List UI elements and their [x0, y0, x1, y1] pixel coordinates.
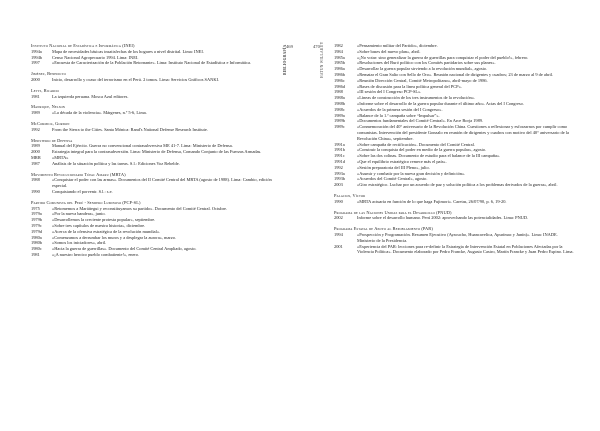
- entry-year: 1992: [334, 164, 343, 170]
- bibliography-section: [31, 71, 288, 83]
- bibliography-section: [334, 43, 574, 188]
- entry-text: «Reunión Dirección Central, Comité Metropolitano», abril-mayo de 1986.: [357, 77, 488, 83]
- bibliography-section: [31, 172, 288, 195]
- entry-text: La izquierda peruana. Mosca Azul editores.: [52, 93, 129, 99]
- entry-text: «Conquistar el poder con las armas». Documentos del II Comité Central del MRTA (agosto de 1988). Lima: Cambio, edición especial.: [52, 177, 272, 189]
- bibliography-section: [31, 104, 288, 116]
- entry-text: «MRTA actuaría en función de lo que haga Fujimori». Caretas, 26/07/90, p. 6, 19-20.: [357, 198, 507, 204]
- entry-text: Informe sobre el desarrollo humano. Perú 2002: aprovechando las potencialidades. Lima: PNUD.: [357, 215, 529, 221]
- entry-text: «III sesión del I Congreso PCP-SL».: [357, 89, 422, 95]
- bibliography-entry: [31, 252, 288, 258]
- entry-text: «La década de la violencia». Márgenes, n.º 5-6, Lima.: [52, 110, 147, 116]
- entry-year: 1991b: [334, 147, 345, 153]
- entry-year: 1992: [31, 126, 40, 132]
- author-heading: Programa Estatal de Apoyo al Repoblamiento (PAR): [334, 226, 433, 232]
- bibliography-entry: [31, 60, 288, 66]
- entry-year: 1988: [334, 89, 343, 95]
- entry-year: 1988c: [334, 106, 345, 112]
- entry-year: 1989b: [334, 118, 345, 124]
- entry-text: «Desarrollar la guerra popular sirviendo a la revolución mundial», agosto.: [357, 66, 488, 72]
- entry-year: 1980c: [31, 246, 42, 252]
- entry-year: 1980a: [31, 234, 42, 240]
- entry-text: Mapa de necesidades básicas insatisfechas de los hogares a nivel distrital. Lima: INEI.: [52, 48, 204, 54]
- entry-text: «Sobre las dos colinas. Documento de estudio para el balance de la III campaña».: [357, 153, 501, 159]
- entry-year: 1989c: [334, 124, 345, 130]
- right-running-head: HATUN WILLAKUY: [320, 41, 324, 78]
- bibliography-section: [334, 193, 574, 205]
- entry-year: 1997: [31, 60, 40, 66]
- entry-text: «Somos los iniciadores», abril.: [52, 240, 107, 246]
- entry-year: 1993b: [334, 176, 345, 182]
- bibliography-section: [31, 200, 288, 258]
- bibliography-entry: [31, 177, 288, 189]
- entry-year: 2002: [334, 215, 343, 221]
- entry-year: 1984: [334, 48, 343, 54]
- bibliography-entry: [334, 215, 574, 221]
- entry-text: Conquistando el porvenir. S.l.: s.e.: [52, 188, 113, 194]
- entry-text: Estrategia integral para la contrasubversión. Lima: Ministerio de Defensa, Comando Conjunto de las Fuerzas Armadas.: [52, 149, 262, 155]
- entry-text: «Conmemoración del 40° aniversario de la Revolución China. Cuestiones a reflexionar y esforzarnos por cumplir como comunistas. Intervención del presidente Gonzalo en reunión de dirigentes y cuadros con motivo del 40° aniversario de la Revolución China», septiembre.: [357, 124, 569, 141]
- entry-year: 2003: [334, 182, 343, 188]
- entry-year: 2000: [31, 76, 40, 82]
- entry-text: «Balance de la 1.ª campaña sobre “Impulsar”».: [357, 112, 440, 118]
- left-running-head: BIBLIOGRAFÍA: [283, 44, 287, 75]
- bibliography-entry: [31, 127, 288, 133]
- entry-year: 1989a: [334, 112, 345, 118]
- bibliography-entry: [334, 199, 574, 205]
- entry-text: From the Sierra to the Cities. Santa Mónica: Rand's National Defense Research Institute.: [52, 126, 208, 132]
- right-page-number: 470: [313, 44, 320, 49]
- bibliography-entry: [334, 124, 574, 141]
- entry-year: 1986c: [334, 77, 345, 83]
- author-heading: Letts, Ricardo: [31, 87, 59, 93]
- bibliography-entry: [31, 110, 288, 116]
- entry-text: «Hacia la guerra de guerrillas». Documento del Comité Central Ampliado, agosto.: [52, 246, 197, 252]
- bibliography-entry: [31, 77, 288, 83]
- bibliography-section: [31, 43, 288, 66]
- entry-year: 1994a: [31, 48, 42, 54]
- entry-year: 1981: [31, 93, 40, 99]
- entry-text: «Sesión preparatoria del III Pleno», julio.: [357, 164, 430, 170]
- bibliography-entry: [31, 189, 288, 195]
- entry-text: «Retomemos a Mariátegui y reconstituyamos su partido». Documento del Comité Central. Octubre.: [52, 205, 228, 211]
- left-page-number: 469: [286, 44, 293, 49]
- entry-text: «Construir la conquista del poder en medio de la guerra popular», agosto.: [357, 147, 487, 153]
- entry-year: 1994b: [31, 54, 42, 60]
- right-page: [300, 0, 600, 431]
- entry-year: 1990: [334, 198, 343, 204]
- entry-text: «Pensamiento militar del Partido», diciembre.: [357, 43, 438, 48]
- entry-year: 1991a: [334, 141, 345, 147]
- entry-text: «Documentos fundamentales del Comité Central». En Arce Borja 1989.: [357, 118, 484, 124]
- entry-text: «Informe sobre el desarrollo de la guerra popular durante el último año». Actas del I Congreso.: [357, 100, 524, 106]
- author-heading: Manrique, Nelson: [31, 104, 66, 110]
- entry-text: Análisis de la situación política y las tareas. S.l.: Ediciones Voz Rebelde.: [52, 160, 180, 166]
- entry-year: 1993a: [334, 170, 345, 176]
- entry-text: «¡No votar: sino generalizar la guerra de guerrillas para conquistar el poder del pueblo!», febrero.: [357, 54, 529, 60]
- entry-text: «Encuesta de Caracterización de la Población Retornante». Lima: Instituto Nacional de Estadística e Informática.: [52, 60, 252, 66]
- entry-text: «Desarrollemos la creciente protesta popular», septiembre.: [52, 217, 156, 223]
- entry-text: «Prospección y Programación. Resumen Ejecutivo (Ayacucho, Huancavelica, Apurímac y Junín)». Lima: INADE. Ministerio de la Presidencia.: [357, 231, 558, 243]
- entry-year: 1988b: [334, 100, 345, 106]
- entry-year: 1986a: [334, 66, 345, 72]
- entry-text: «Asumir y combatir por la nueva gran decisión y definición».: [357, 170, 466, 176]
- bibliography-section: [31, 88, 288, 100]
- entry-year: 1989: [31, 110, 40, 116]
- entry-year: 1982: [334, 43, 343, 48]
- entry-year: 1979b: [31, 217, 42, 223]
- author-heading: Instituto Nacional de Estadística e Informática (INEI): [31, 43, 135, 48]
- entry-text: «Rematar el Gran Salto con Sello de Oro». Reunión nacional de dirigentes y cuadros; 23 de marzo al 9 de abril.: [357, 71, 554, 77]
- entry-year: 1979a: [31, 211, 42, 217]
- entry-text: «¡A nuestro heroico pueblo combatiente!», enero.: [52, 251, 140, 257]
- entry-year: 1990: [31, 188, 40, 194]
- author-heading: Programa de las Naciones Unidas para el Desarrollo (PNUD): [334, 209, 452, 215]
- entry-year: 1975: [31, 205, 40, 211]
- bibliography-entry: [334, 232, 574, 244]
- entry-year: 1989: [31, 143, 40, 149]
- author-heading: Movimiento Revolucionario Túpac Amaru (MRTA): [31, 171, 126, 177]
- entry-text: «Sobre tres capítulos de nuestra historia», diciembre.: [52, 222, 146, 228]
- entry-year: 1979d: [31, 228, 42, 234]
- entry-text: «Resoluciones del Buró político con los Comités partidarios sobre sus planes».: [357, 60, 496, 66]
- entry-year: MRR: [31, 154, 41, 160]
- entry-text: «Sobre bases del nuevo plan», abril.: [357, 48, 421, 54]
- author-heading: Palacios, Víctor: [334, 192, 366, 198]
- entry-text: Censo Nacional Agropecuario 1994. Lima: INEI.: [52, 54, 139, 60]
- entry-year: 1988: [31, 177, 40, 183]
- entry-year: 2000: [31, 149, 40, 155]
- entry-text: «Experiencia del PAR: lecciones para re-definir la Estrategia de Intervención Estatal en Poblaciones Afectadas por la Violencia Política». Documento elaborado por Pedro Francke, Augusto Castro, Martín Francke y Juan Pedro Espino. Lima.: [357, 243, 574, 255]
- entry-year: 1986d: [334, 83, 345, 89]
- bibliography-entry: [334, 182, 574, 188]
- entry-year: 1985a: [334, 54, 345, 60]
- bibliography-entry: [31, 161, 288, 167]
- bibliography-section: [31, 138, 288, 167]
- entry-year: 1985b: [334, 60, 345, 66]
- entry-text: «MRTA»: [52, 154, 69, 160]
- entry-year: 1981: [31, 251, 40, 257]
- entry-text: «Giro estratégico. Luchar por un acuerdo de paz y solución política a los problemas derivados de la guerra», abril.: [357, 182, 558, 188]
- entry-year: 1991d: [334, 158, 345, 164]
- entry-year: 2001: [334, 243, 343, 249]
- entry-year: 1988a: [334, 95, 345, 101]
- entry-text: «Líneas de construcción de los tres instrumentos de la revolución».: [357, 95, 476, 101]
- entry-year: 1991c: [334, 153, 345, 159]
- bibliography-section: [334, 210, 574, 222]
- bibliography-entry: [334, 244, 574, 256]
- entry-year: 1987: [31, 160, 40, 166]
- entry-text: «Que el equilibrio estratégico remece más el país».: [357, 158, 447, 164]
- entry-year: 1986b: [334, 71, 345, 77]
- entry-text: Manual del Ejército. Guerra no convencional contrasubversiva ME 41-7. Lima: Ministerio de Defensa.: [52, 143, 233, 149]
- entry-text: «Comenzamos a derrumbar los muros y a desplegar la aurora», marzo.: [52, 234, 177, 240]
- entry-text: «Acerca de la ofensiva estratégica de la revolución mundial».: [52, 228, 161, 234]
- author-heading: Jiménez, Benedicto: [31, 71, 66, 77]
- entry-text: «Bases de discusión para la línea política general del PCP».: [357, 83, 462, 89]
- entry-text: «Sobre campaña de rectificación». Documento del Comité Central.: [357, 141, 475, 147]
- bibliography-section: [31, 121, 288, 133]
- author-heading: McCormick, Gordon: [31, 120, 70, 126]
- entry-text: «Por la nueva bandera», junio.: [52, 211, 106, 217]
- entry-text: «Acuerdos del Comité Central», agosto.: [357, 176, 428, 182]
- author-heading: Ministerio de Defensa: [31, 137, 73, 143]
- entry-year: 1980b: [31, 240, 42, 246]
- entry-year: 1994: [334, 231, 343, 237]
- entry-text: Inicio, desarrollo y ocaso del terrorismo en el Perú. 2 tomos. Lima: Servicios Gráficos SANKI.: [52, 76, 220, 82]
- bibliography-entry: [31, 94, 288, 100]
- entry-text: «Acuerdos de la primera sesión del I Congreso».: [357, 106, 443, 112]
- entry-year: 1979c: [31, 222, 42, 228]
- author-heading: Partido Comunista del Perú - Sendero Luminoso (PCP-SL): [31, 199, 141, 205]
- bibliography-section: [334, 226, 574, 255]
